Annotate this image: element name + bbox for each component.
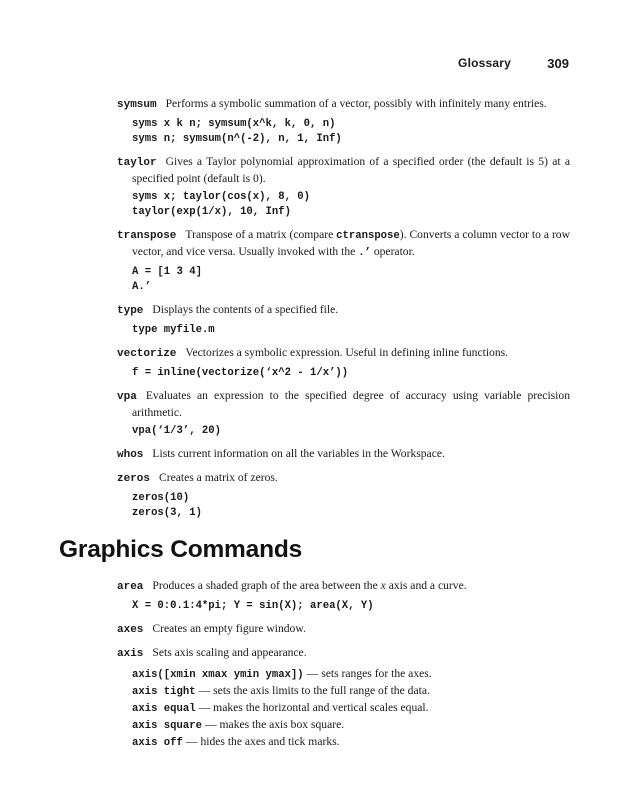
term: area — [117, 581, 144, 593]
description: Displays the contents of a specified file. — [152, 303, 339, 316]
code-example: syms x k n; symsum(x^k, k, 0, n) — [132, 118, 336, 130]
description: Gives a Taylor polynomial approximation of a specified order (the default is 5) at a specified point (default is 0). — [132, 155, 570, 185]
term: symsum — [117, 99, 157, 111]
option-text: hides the axes and tick marks. — [200, 735, 340, 748]
entry-axes — [117, 621, 570, 638]
examples — [117, 265, 570, 295]
term: taylor — [117, 157, 157, 169]
entry-area — [117, 578, 570, 614]
inline-code: .’ — [358, 247, 371, 259]
definition — [117, 96, 570, 113]
definition — [117, 621, 570, 638]
description-part: operator. — [373, 245, 415, 258]
dash: — — [185, 735, 198, 748]
definition — [117, 645, 570, 662]
term: vectorize — [117, 348, 177, 360]
description-part: ). Converts a column vector to a row vector, and vice versa. Usually invoked with the — [132, 228, 570, 258]
option-text: sets the axis limits to the full range of the data. — [213, 684, 430, 697]
option-code: axis square — [132, 720, 202, 732]
dash: — — [198, 684, 211, 697]
option-code: axis([xmin xmax ymin ymax]) — [132, 669, 304, 681]
description: Creates a matrix of zeros. — [159, 471, 278, 484]
option-code: axis off — [132, 737, 183, 749]
entry-type — [117, 302, 570, 338]
dash: — — [204, 718, 217, 731]
code-example: X = 0:0.1:4*pi; Y = sin(X); area(X, Y) — [132, 600, 374, 612]
entry-transpose — [117, 227, 570, 295]
term: zeros — [117, 473, 151, 485]
code-example: A.’ — [132, 281, 152, 293]
term: vpa — [117, 391, 137, 403]
definition — [117, 302, 570, 319]
option-code: axis tight — [132, 686, 196, 698]
page-number: 309 — [547, 56, 569, 71]
definition — [117, 446, 570, 463]
description: Lists current information on all the variables in the Workspace. — [152, 447, 445, 460]
definition — [117, 578, 570, 595]
axis-option — [117, 700, 570, 717]
examples — [117, 424, 570, 439]
description-part: axis and a curve. — [388, 579, 467, 592]
entry-symsum — [117, 96, 570, 147]
code-example: f = inline(vectorize(‘x^2 - 1/x’)) — [132, 367, 349, 379]
examples — [117, 190, 570, 220]
description-part: Produces a shaded graph of the area between the — [152, 579, 378, 592]
description: Performs a symbolic summation of a vector, possibly with infinitely many entries. — [165, 97, 547, 110]
code-example: taylor(exp(1/x), 10, Inf) — [132, 206, 291, 218]
code-example: zeros(10) — [132, 492, 190, 504]
definition — [117, 470, 570, 487]
option-text: sets ranges for the axes. — [321, 667, 432, 680]
code-example: A = [1 3 4] — [132, 266, 202, 278]
definition — [117, 154, 570, 186]
examples — [117, 599, 570, 614]
code-example: type myfile.m — [132, 324, 215, 336]
axis-options — [117, 666, 570, 751]
axis-option — [117, 666, 570, 683]
term: axis — [117, 648, 144, 660]
entry-axis — [117, 645, 570, 751]
definition — [117, 227, 570, 261]
examples — [117, 491, 570, 521]
dash: — — [306, 667, 319, 680]
examples — [117, 323, 570, 338]
description-part: Transpose of a matrix (compare — [185, 228, 334, 241]
description: Sets axis scaling and appearance. — [152, 646, 307, 659]
term: whos — [117, 449, 144, 461]
axis-option — [117, 683, 570, 700]
description: Creates an empty figure window. — [152, 622, 306, 635]
term: axes — [117, 624, 144, 636]
code-example: vpa(‘1/3’, 20) — [132, 425, 222, 437]
term: type — [117, 305, 144, 317]
dash: — — [198, 701, 211, 714]
axis-option — [117, 734, 570, 751]
entry-vectorize — [117, 345, 570, 381]
entry-whos — [117, 446, 570, 463]
definition — [117, 345, 570, 362]
option-text: makes the axis box square. — [219, 718, 345, 731]
description: Evaluates an expression to the specified degree of accuracy using variable precision arithmetic. — [132, 389, 570, 419]
entry-zeros — [117, 470, 570, 521]
inline-code: ctranspose — [336, 230, 400, 242]
definition — [117, 388, 570, 420]
description: Vectorizes a symbolic expression. Useful in defining inline functions. — [185, 346, 509, 359]
examples — [117, 366, 570, 381]
axis-option — [117, 717, 570, 734]
option-code: axis equal — [132, 703, 196, 715]
examples — [117, 117, 570, 147]
section-heading: Graphics Commands — [59, 536, 303, 563]
code-example: syms x; taylor(cos(x), 8, 0) — [132, 191, 311, 203]
glossary-content — [59, 96, 570, 758]
code-example: syms n; symsum(n^(-2), n, 1, Inf) — [132, 133, 342, 145]
header-section-title: Glossary — [458, 56, 511, 70]
code-example: zeros(3, 1) — [132, 507, 202, 519]
term: transpose — [117, 230, 177, 242]
option-text: makes the horizontal and vertical scales equal. — [213, 701, 429, 714]
entry-vpa — [117, 388, 570, 439]
entry-taylor — [117, 154, 570, 220]
math-variable: x — [380, 579, 386, 592]
